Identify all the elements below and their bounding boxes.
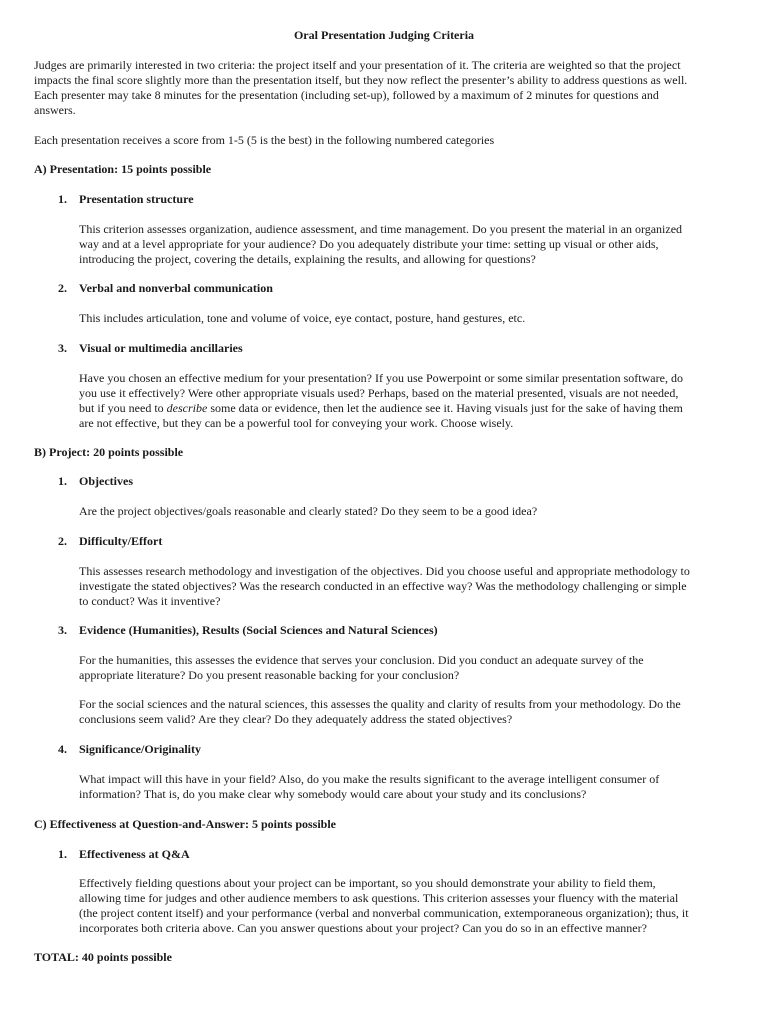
text-line: appropriate literature? Do you present reasonable backing for your conclusion? bbox=[79, 668, 460, 682]
text-line: Effectively fielding questions about your project can be important, so you should demonstrate your ability to field them, bbox=[79, 876, 656, 890]
text-line: are not effective, but they can be a powerful tool for conveying your work. Choose wisely. bbox=[79, 416, 514, 430]
text-line: Are the project objectives/goals reasonable and clearly stated? Do they seem to be a good idea? bbox=[79, 504, 538, 518]
text-line: Each presenter may take 8 minutes for the presentation (including set-up), followed by a maximum of 2 minutes for questions and bbox=[34, 88, 659, 102]
text-line: way and at a level appropriate for your audience? Do you adequately distribute your time: setting up visual or other aids, bbox=[79, 237, 659, 251]
text-line: you use it effectively? Were other appropriate visuals used? Perhaps, based on the material presented, visuals are not needed, bbox=[79, 386, 679, 400]
criterion-number: 2. bbox=[58, 534, 67, 548]
scoring-note: Each presentation receives a score from 1-5 (5 is the best) in the following numbered categories bbox=[34, 133, 495, 147]
criterion-heading bbox=[58, 742, 201, 757]
criterion-description bbox=[79, 222, 739, 267]
criterion-title: Effectiveness at Q&A bbox=[79, 847, 190, 861]
criterion-title: Objectives bbox=[79, 474, 133, 488]
text-line: but if you need to describe some data or evidence, then let the audience see it. Having visuals just for the sake of having them bbox=[79, 401, 683, 415]
section-heading: C) Effectiveness at Question-and-Answer: 5 points possible bbox=[34, 817, 337, 831]
text-line: to conduct? Was it inventive? bbox=[79, 594, 221, 608]
text-line: incorporates both criteria above. Can you answer questions about your project? Can you do so in an effective manner? bbox=[79, 921, 647, 935]
text-line: answers. bbox=[34, 103, 76, 117]
text-line: information? That is, do you make clear why somebody would care about your study and its conclusions? bbox=[79, 787, 587, 801]
text-line: For the social sciences and the natural sciences, this assesses the quality and clarity of results from your methodology. Do the bbox=[79, 697, 681, 711]
text-line: Judges are primarily interested in two criteria: the project itself and your presentation of it. The criteria are weighted so that the project bbox=[34, 58, 681, 72]
criterion-title: Significance/Originality bbox=[79, 742, 201, 756]
text-line: This criterion assesses organization, audience assessment, and time management. Do you present the material in an organized bbox=[79, 222, 683, 236]
page-title: Oral Presentation Judging Criteria bbox=[293, 28, 475, 42]
text-line: introducing the project, covering the details, explaining the results, and allowing for questions? bbox=[79, 252, 536, 266]
criterion-number: 1. bbox=[58, 474, 67, 488]
criterion-number: 1. bbox=[58, 192, 67, 206]
criterion-number: 2. bbox=[58, 281, 67, 295]
text-line: This assesses research methodology and investigation of the objectives. Did you choose useful and appropriate methodology to bbox=[79, 564, 690, 578]
criterion-title: Visual or multimedia ancillaries bbox=[79, 341, 243, 355]
criterion-heading bbox=[58, 623, 438, 638]
text-line: conclusions seem valid? Are they clear? Do they adequately address the stated objectives? bbox=[79, 712, 513, 726]
section-heading: A) Presentation: 15 points possible bbox=[34, 162, 212, 176]
criterion-number: 4. bbox=[58, 742, 67, 756]
text-line: This includes articulation, tone and volume of voice, eye contact, posture, hand gestures, etc. bbox=[79, 311, 526, 325]
criterion-title: Evidence (Humanities), Results (Social Sciences and Natural Sciences) bbox=[79, 623, 438, 637]
intro-paragraph bbox=[34, 58, 734, 118]
total-points: TOTAL: 40 points possible bbox=[34, 950, 172, 964]
text-line: What impact will this have in your field? Also, do you make the results significant to the average intelligent consumer of bbox=[79, 772, 660, 786]
criterion-heading bbox=[58, 474, 133, 489]
criterion-heading bbox=[58, 534, 162, 549]
criterion-title: Difficulty/Effort bbox=[79, 534, 163, 548]
criterion-heading bbox=[58, 341, 243, 356]
criterion-description bbox=[79, 311, 739, 326]
text-line: For the humanities, this assesses the evidence that serves your conclusion. Did you conduct an adequate survey of the bbox=[79, 653, 644, 667]
criterion-number: 3. bbox=[58, 341, 67, 355]
criterion-description bbox=[79, 564, 739, 609]
criterion-description bbox=[79, 504, 739, 519]
text-line: investigate the stated objectives? Was the research conducted in an effective way? Was the methodology challenging or simple bbox=[79, 579, 687, 593]
emphasized-word: describe bbox=[166, 401, 208, 415]
criterion-heading bbox=[58, 847, 190, 862]
criterion-title: Verbal and nonverbal communication bbox=[79, 281, 273, 295]
criterion-number: 1. bbox=[58, 847, 67, 861]
text-line: impacts the final score slightly more than the presentation itself, but they now reflect the presenter’s ability to address questions as well. bbox=[34, 73, 688, 87]
criterion-description bbox=[79, 653, 739, 683]
criterion-number: 3. bbox=[58, 623, 67, 637]
text-line: Have you chosen an effective medium for your presentation? If you use Powerpoint or some similar presentation software, do bbox=[79, 371, 683, 385]
criterion-description bbox=[79, 697, 739, 727]
criterion-heading bbox=[58, 192, 194, 207]
text-line: (the project content itself) and your performance (verbal and nonverbal communication, extemporaneous organization); thus, it bbox=[79, 906, 689, 920]
criterion-description bbox=[79, 371, 739, 431]
criterion-title: Presentation structure bbox=[79, 192, 194, 206]
criterion-heading bbox=[58, 281, 273, 296]
section-heading: B) Project: 20 points possible bbox=[34, 445, 184, 459]
criterion-description bbox=[79, 876, 739, 936]
criterion-description bbox=[79, 772, 739, 802]
text-line: allowing time for judges and other audience members to ask questions. This criterion assesses your fluency with the material bbox=[79, 891, 679, 905]
